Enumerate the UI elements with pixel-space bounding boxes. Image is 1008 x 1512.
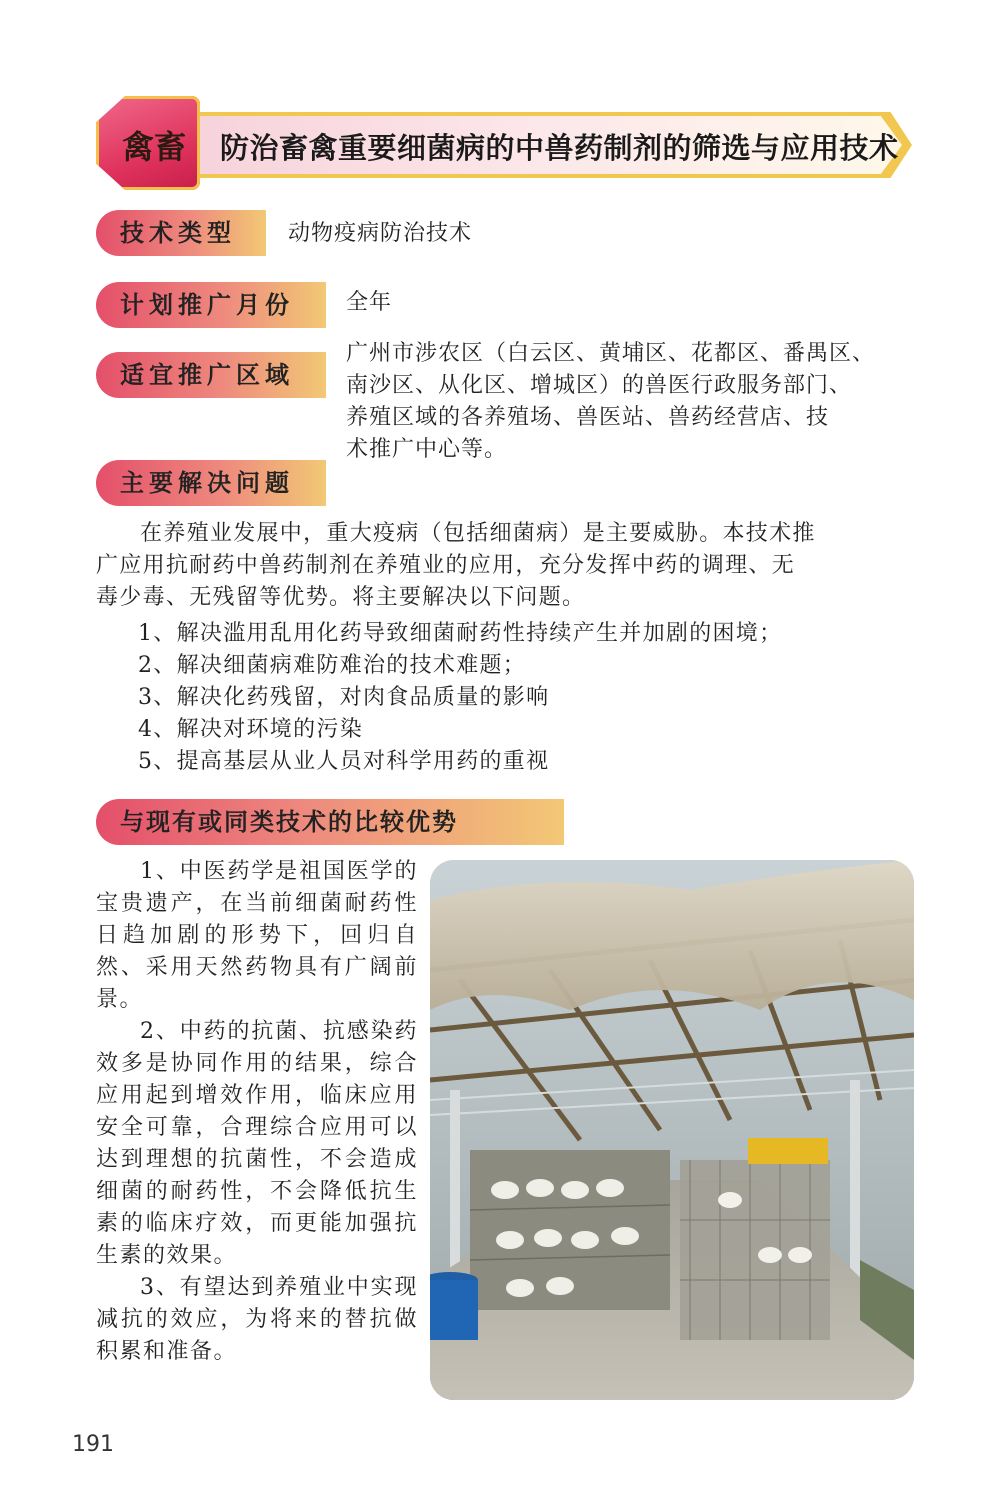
problem-label: 主要解决问题 [96,460,326,506]
region-line: 术推广中心等。 [346,437,508,462]
region-value [346,338,916,466]
list-item: 1、解决滥用乱用化药导致细菌耐药性持续产生并加剧的困境； [138,621,783,646]
tech-type-value: 动物疫病防治技术 [288,221,473,246]
region-label: 适宜推广区域 [96,352,326,398]
list-item: 2、解决细菌病难防难治的技术难题； [138,653,527,678]
page-number: 191 [72,1432,114,1457]
farm-illustration [430,860,914,1400]
advantage-paragraph: 1、中医药学是祖国医学的宝贵遗产，在当前细菌耐药性日趋加剧的形势下，回归自然、采用天然药物具有广阔前景。 [96,859,418,1012]
problem-list [96,618,914,778]
list-item: 5、提高基层从业人员对科学用药的重视 [138,749,550,774]
region-line: 南沙区、从化区、增城区）的兽医行政服务部门、 [346,373,853,398]
month-label: 计划推广月份 [96,282,326,328]
intro-line: 广应用抗耐药中兽药制剂在养殖业的应用，充分发挥中药的调理、无 [96,553,796,578]
advantages-label: 与现有或同类技术的比较优势 [96,799,564,845]
problem-intro [96,518,914,614]
intro-line: 在养殖业发展中，重大疫病（包括细菌病）是主要威胁。本技术推 [140,521,816,546]
advantage-paragraph: 3、有望达到养殖业中实现减抗的效应，为将来的替抗做积累和准备。 [96,1275,418,1364]
intro-line: 毒少毒、无残留等优势。将主要解决以下问题。 [96,585,586,610]
advantages-text [96,856,418,1368]
poultry-farm-photo [430,860,914,1400]
region-line: 广州市涉农区（白云区、黄埔区、花都区、番禺区、 [346,341,876,366]
tech-type-label: 技术类型 [96,210,266,256]
list-item: 3、解决化药残留，对肉食品质量的影响 [138,685,550,710]
list-item: 4、解决对环境的污染 [138,717,363,742]
page-title: 防治畜禽重要细菌病的中兽药制剂的筛选与应用技术 [220,131,899,165]
month-value: 全年 [346,290,393,315]
region-line: 养殖区域的各养殖场、兽医站、兽药经营店、技 [346,405,830,430]
title-banner [96,96,918,190]
category-badge-text: 禽畜 [121,128,186,166]
advantage-paragraph: 2、中药的抗菌、抗感染药效多是协同作用的结果，综合应用起到增效作用，临床应用安全可靠，合理综合应用可以达到理想的抗菌性，不会造成细菌的耐药性，不会降低抗生素的临床疗效，而更能加强抗生素的效果。 [96,1019,418,1268]
